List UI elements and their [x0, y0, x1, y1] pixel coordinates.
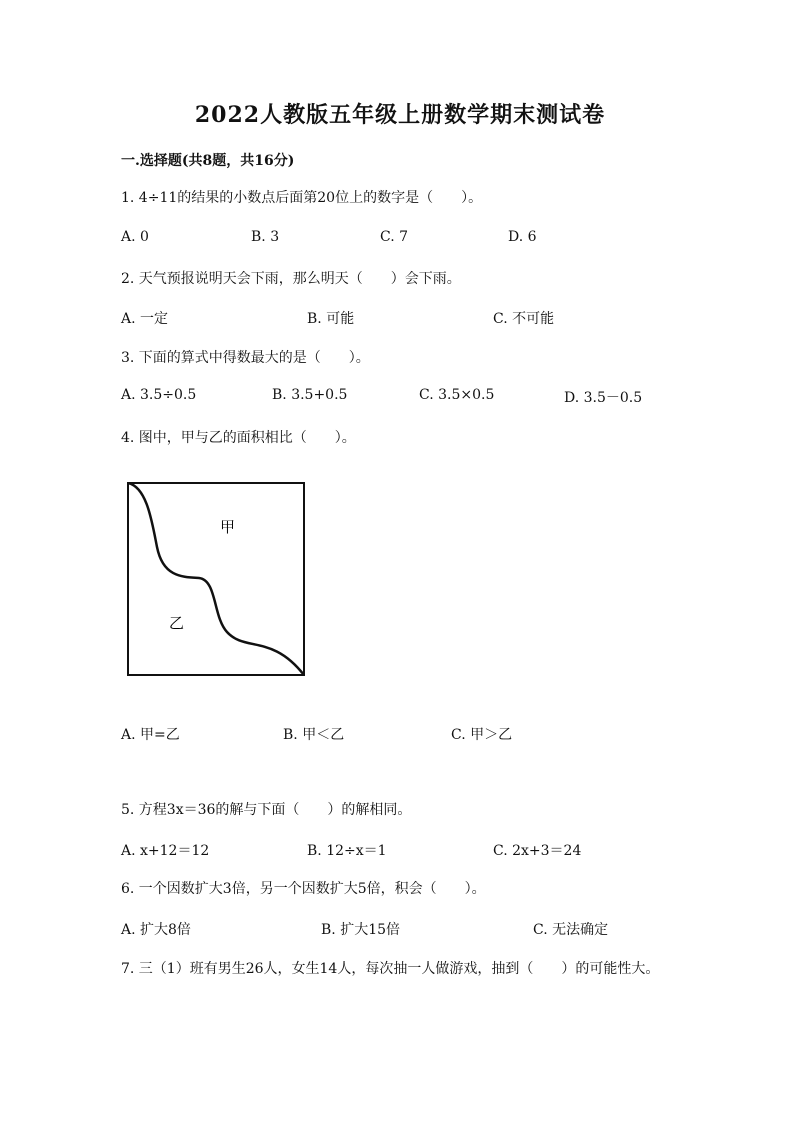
- square-outline: [128, 483, 304, 675]
- q1-option-a[interactable]: A. 0: [121, 229, 149, 245]
- question-6: 6. 一个因数扩大3倍，另一个因数扩大5倍，积会（ ）。: [121, 881, 486, 897]
- q1-option-b[interactable]: B. 3: [251, 229, 280, 245]
- q6-option-b[interactable]: B. 扩大15倍: [321, 922, 401, 938]
- q3-option-a[interactable]: A. 3.5÷0.5: [121, 387, 197, 403]
- q6-option-c[interactable]: C. 无法确定: [533, 922, 609, 938]
- q1-option-d[interactable]: D. 6: [508, 229, 537, 245]
- q4-option-b[interactable]: B. 甲＜乙: [283, 727, 345, 743]
- area-comparison-figure: [127, 482, 305, 676]
- q2-option-b[interactable]: B. 可能: [307, 311, 355, 327]
- q3-option-c[interactable]: C. 3.5×0.5: [419, 387, 495, 403]
- page-title: 2022人教版五年级上册数学期末测试卷: [194, 102, 606, 128]
- question-3: 3. 下面的算式中得数最大的是（ ）。: [121, 350, 370, 366]
- label-jia: 甲: [220, 518, 236, 536]
- q5-option-a[interactable]: A. x+12＝12: [121, 843, 210, 859]
- section-heading: 一.选择题(共8题，共16分): [121, 153, 295, 169]
- q2-option-c[interactable]: C. 不可能: [493, 311, 555, 327]
- question-4: 4. 图中，甲与乙的面积相比（ ）。: [121, 430, 356, 446]
- label-yi: 乙: [169, 614, 185, 632]
- q4-option-a[interactable]: A. 甲=乙: [121, 727, 180, 743]
- question-1: 1. 4÷11的结果的小数点后面第20位上的数字是（ ）。: [121, 190, 483, 206]
- q6-option-a[interactable]: A. 扩大8倍: [121, 922, 191, 938]
- q2-option-a[interactable]: A. 一定: [121, 311, 169, 327]
- q5-option-b[interactable]: B. 12÷x＝1: [307, 843, 387, 859]
- q3-option-b[interactable]: B. 3.5+0.5: [272, 387, 348, 403]
- q3-option-d[interactable]: D. 3.5－0.5: [564, 390, 643, 406]
- curve-divider: [128, 483, 304, 675]
- q4-option-c[interactable]: C. 甲＞乙: [451, 727, 513, 743]
- q1-option-c[interactable]: C. 7: [380, 229, 409, 245]
- question-7: 7. 三（1）班有男生26人，女生14人，每次抽一人做游戏，抽到（ ）的可能性大。: [121, 961, 660, 977]
- question-2: 2. 天气预报说明天会下雨，那么明天（ ）会下雨。: [121, 271, 461, 287]
- q5-option-c[interactable]: C. 2x+3＝24: [493, 843, 582, 859]
- question-5: 5. 方程3x＝36的解与下面（ ）的解相同。: [121, 802, 412, 818]
